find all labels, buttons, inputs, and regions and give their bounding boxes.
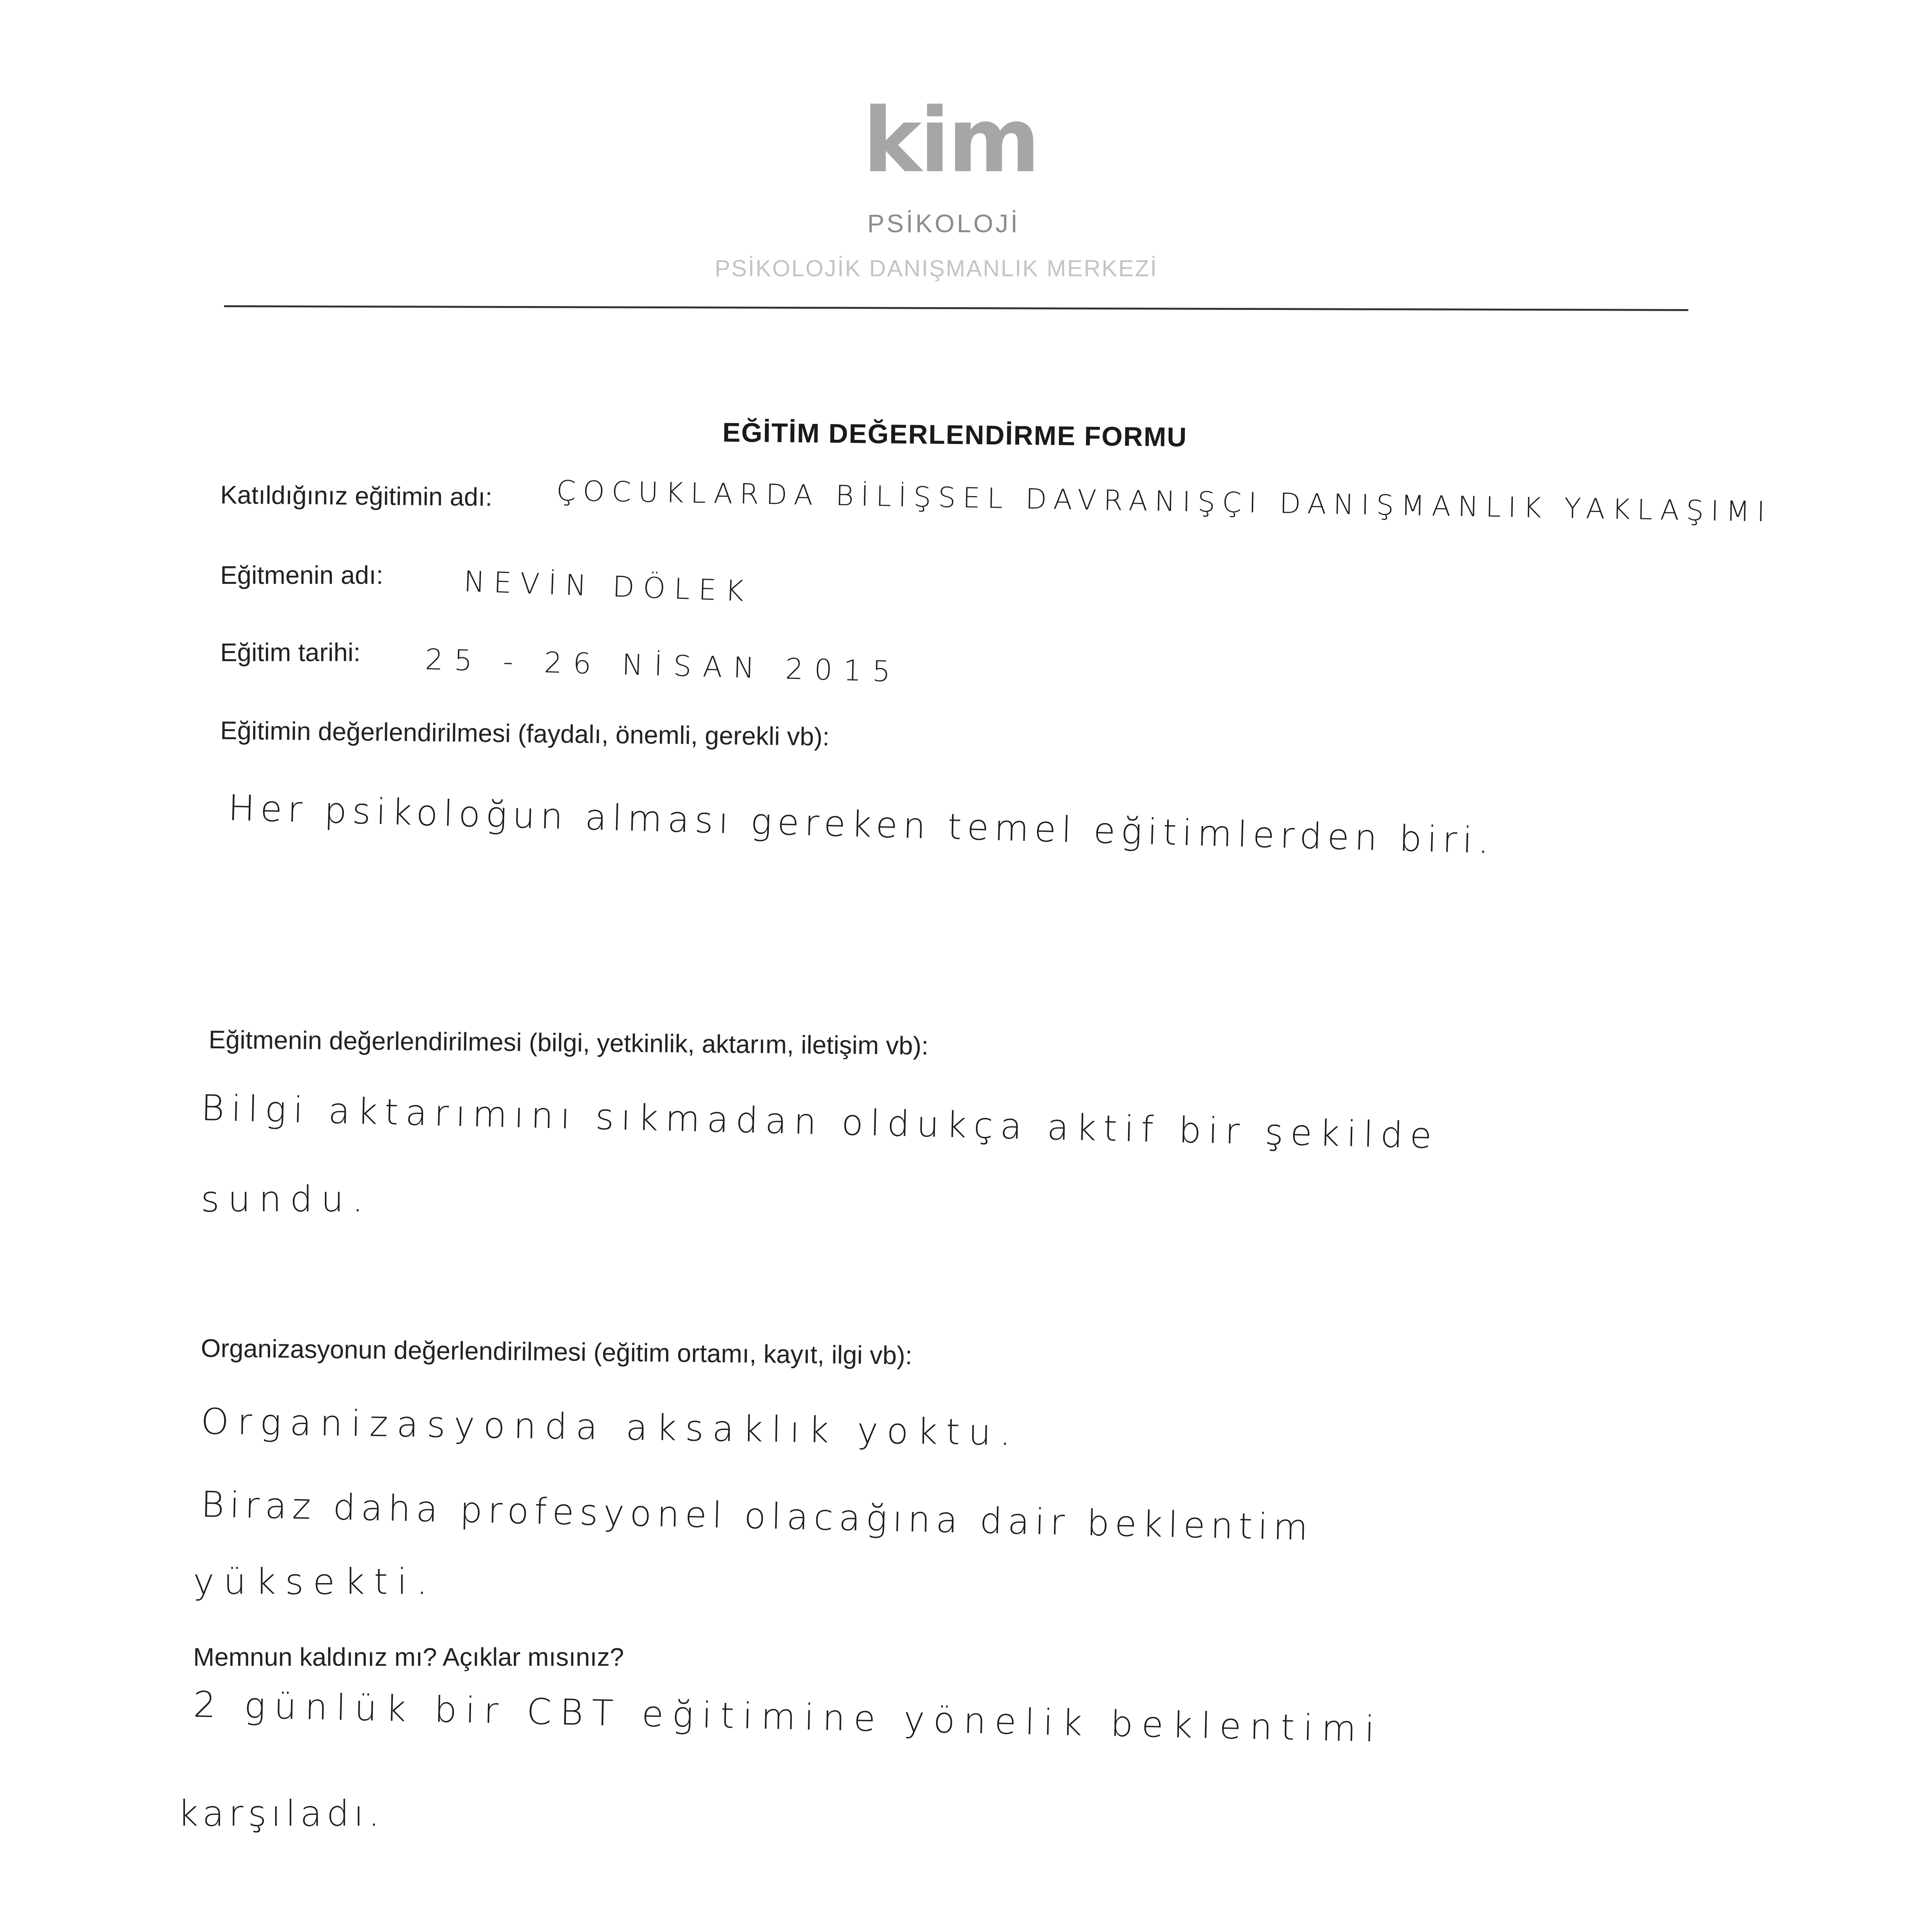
org-eval-label: Organizasyonun değerlendirilmesi (eğitim ortamı, kayıt, ilgi vb): bbox=[201, 1333, 913, 1370]
logo-wordmark: kim bbox=[863, 89, 1038, 192]
brand-name: PSİKOLOJİ bbox=[867, 209, 1020, 238]
satisfaction-answer-line1: 2 günlük bir CBT eğitimine yönelik beklentimi bbox=[193, 1684, 1383, 1750]
training-name-label: Katıldığınız eğitimin adı: bbox=[220, 480, 493, 512]
header-divider bbox=[224, 305, 1688, 311]
training-eval-answer: Her psikoloğun alması gereken temel eğitimlerden biri. bbox=[228, 787, 1495, 862]
trainer-name-value: NEVİN DÖLEK bbox=[463, 565, 753, 609]
training-name-value: ÇOCUKLARDA BİLİŞSEL DAVRANIŞÇI DANIŞMANLIK YAKLAŞIMI bbox=[556, 474, 1773, 528]
satisfaction-answer-line2: karşıladı. bbox=[178, 1793, 384, 1834]
org-eval-answer-line3: yüksekti. bbox=[193, 1561, 437, 1602]
org-eval-answer-line1: Organizasyonda aksaklık yoktu. bbox=[201, 1401, 1020, 1454]
brand-tagline: PSİKOLOJİK DANIŞMANLIK MERKEZİ bbox=[715, 255, 1158, 281]
satisfaction-label: Memnun kaldınız mı? Açıklar mısınız? bbox=[193, 1643, 624, 1671]
trainer-eval-answer-line2: sundu. bbox=[201, 1179, 372, 1220]
training-eval-label: Eğitimin değerlendirilmesi (faydalı, önemli, gerekli vb): bbox=[220, 716, 830, 751]
training-date-value: 25 - 26 NİSAN 2015 bbox=[425, 643, 902, 689]
kim-logo bbox=[842, 89, 1059, 192]
trainer-eval-label: Eğitmenin değerlendirilmesi (bilgi, yetkinlik, aktarım, iletişim vb): bbox=[208, 1025, 929, 1060]
org-eval-answer-line2: Biraz daha profesyonel olacağına dair beklentim bbox=[201, 1483, 1314, 1549]
trainer-name-label: Eğitmenin adı: bbox=[220, 561, 383, 589]
trainer-eval-answer-line1: Bilgi aktarımını sıkmadan oldukça aktif bir şekilde bbox=[201, 1087, 1439, 1157]
form-title: EĞİTİM DEĞERLENDİRME FORMU bbox=[722, 417, 1188, 452]
training-date-label: Eğitim tarihi: bbox=[220, 638, 361, 667]
